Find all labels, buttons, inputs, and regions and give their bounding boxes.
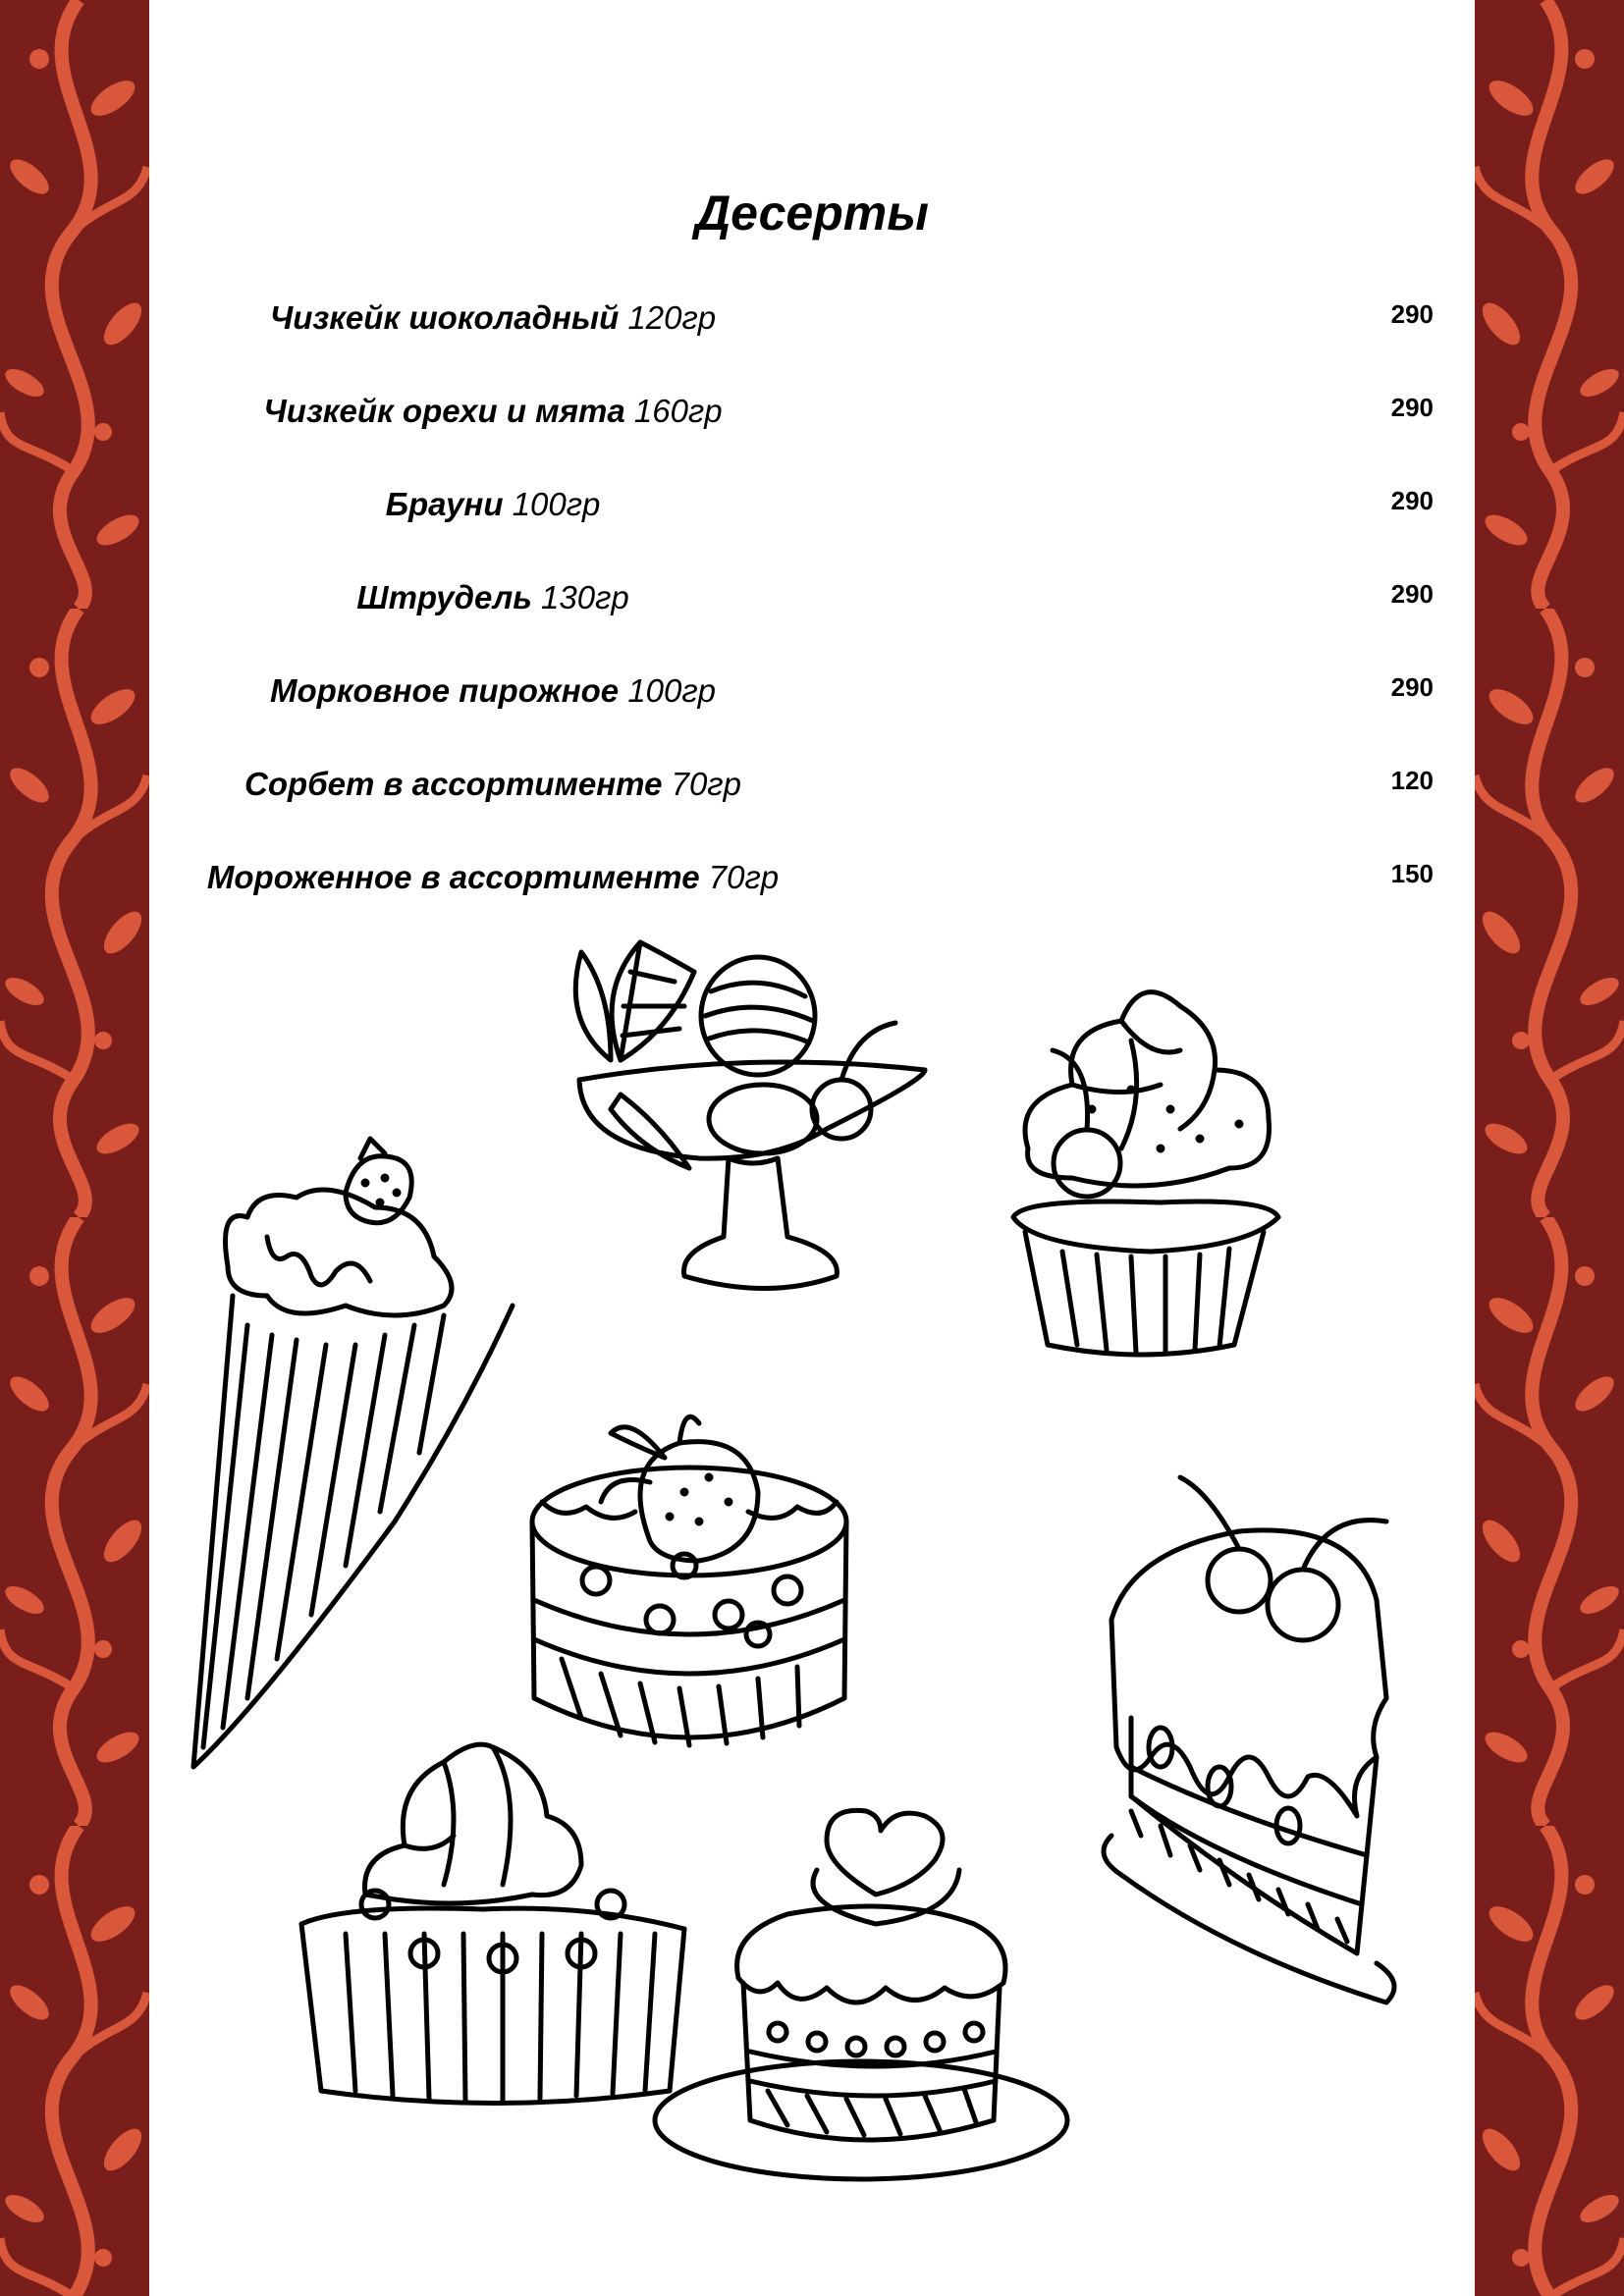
dish-name: Брауни [385,486,504,522]
ice-cream-cone-icon [193,1139,513,1767]
cherry-cupcake-icon [1013,992,1278,1355]
menu-item-price: 290 [1390,486,1434,515]
dish-name: Мороженное в ассортименте [206,859,700,895]
menu-item-price: 120 [1390,766,1434,795]
ice-cream-bowl-icon [575,942,925,1289]
menu-item-name [149,486,837,523]
menu-item-price: 290 [1390,299,1434,329]
heart-cake-icon [655,1810,1067,2179]
menu-item-name [149,672,837,710]
page-title: Десерты [695,186,929,240]
left-ornament-border [0,0,149,2296]
dish-weight: 160гр [633,393,723,429]
dish-name: Сорбет в ассортименте [244,766,663,802]
dish-name: Чизкейк шоколадный [269,299,620,336]
menu-item-name [149,579,837,616]
dish-weight: 70гр [708,859,780,895]
right-ornament-border [1475,0,1624,2296]
menu-item-name [149,859,837,896]
menu-item-price: 290 [1390,579,1434,609]
menu-item-price: 290 [1390,672,1434,702]
dish-name: Морковное пирожное [269,672,620,709]
menu-item-name [149,766,837,803]
strawberry-layer-cake-icon [532,1416,846,1745]
floral-ornament-icon [1475,0,1624,2296]
dish-weight: 120гр [627,299,717,336]
dish-weight: 130гр [541,579,629,615]
cherry-cake-slice-icon [1104,1477,1394,2002]
floral-ornament-icon [0,0,149,2296]
desserts-illustration [149,913,1475,2209]
dish-weight: 70гр [671,766,741,802]
menu-item-price: 290 [1390,393,1434,422]
dish-name: Чизкейк орехи и мята [263,393,625,429]
menu-item-name [149,393,837,430]
dish-weight: 100гр [512,486,601,522]
menu-item-price: 150 [1390,859,1434,888]
menu-item-name [149,299,837,337]
dish-name: Штрудель [356,579,532,615]
dish-weight: 100гр [627,672,717,709]
cream-tart-icon [301,1744,684,2103]
